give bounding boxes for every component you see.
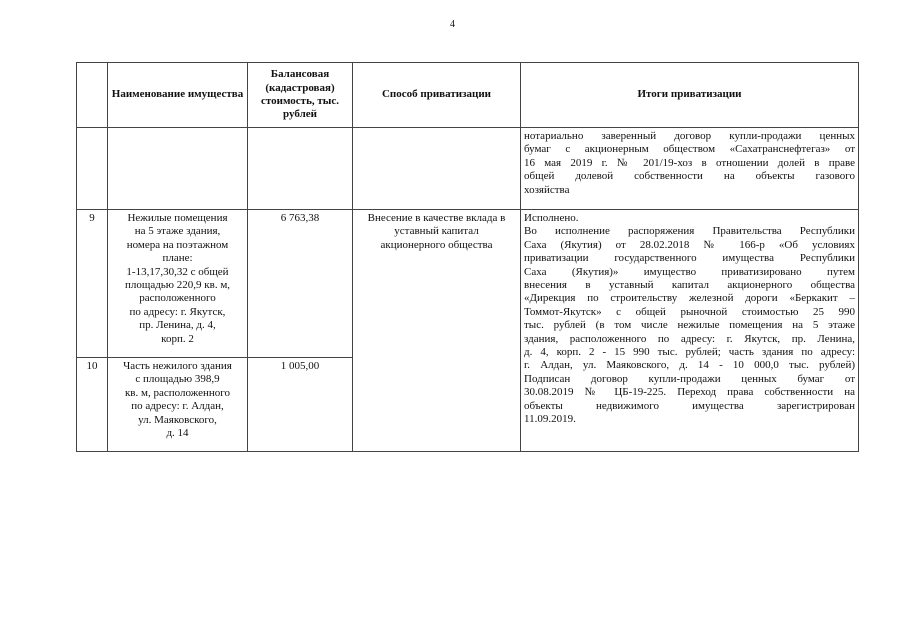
text-line: на 5 этаже здания, — [134, 225, 221, 238]
text-line: площадью 220,9 кв. м, — [124, 279, 231, 292]
text-line: Внесение в качестве вклада в — [367, 212, 506, 224]
cell-empty — [353, 128, 521, 210]
privatization-result — [521, 210, 859, 452]
cell-empty — [77, 128, 108, 210]
page-number: 4 — [450, 19, 455, 30]
cell-empty — [108, 128, 248, 210]
text-line: Саха (Якутия) от 28.02.2018 № 166-р «Об условиях — [524, 238, 855, 251]
text-line: тыс. рублей (в том числе нежилые помещения на 5 этаже — [524, 319, 855, 332]
text-line: приватизации государственного имущества Республики — [524, 252, 855, 265]
text-line: 11.09.2019. — [524, 413, 576, 426]
text-line: уставный капитал — [394, 225, 479, 238]
text-line: ул. Маяковского, — [138, 413, 217, 426]
text-line: с площадью 398,9 — [135, 373, 220, 386]
property-name — [108, 358, 248, 452]
text-line: по адресу: г. Якутск, — [129, 305, 226, 318]
text-line: Исполнено. — [524, 212, 579, 224]
text-line: д. 4, корп. 2 - 15 990 тыс. рублей; часть здания по адресу: — [524, 346, 855, 359]
text-line: акционерного общества — [380, 238, 493, 251]
row-number: 9 — [77, 210, 108, 358]
text-line: 30.08.2019 № ЦБ-19-225. Переход права собственности на — [524, 386, 855, 399]
header-method: Способ приватизации — [353, 63, 521, 128]
text-line: д. 14 — [166, 427, 189, 440]
text-line: Часть нежилого здания — [123, 360, 232, 372]
text-line: общей долевой собственности на объекты газового — [524, 170, 855, 183]
text-line: хозяйства — [524, 183, 570, 196]
text-line: Нежилые помещения — [127, 212, 228, 224]
text-line: 1-13,17,30,32 с общей — [126, 265, 229, 278]
balance-value: 6 763,38 — [248, 210, 353, 358]
row-number: 10 — [77, 358, 108, 452]
text-line: здания, расположенного по адресу: г. Якутск, пр. Ленина, — [524, 332, 855, 345]
text-line: номера на поэтажном — [126, 238, 229, 251]
text-line: расположенного — [139, 292, 216, 305]
text-line: Во исполнение распоряжения Правительства Республики — [524, 225, 855, 238]
table-row — [77, 210, 859, 358]
text-line: бумаг с акционерным обществом «Сахатранснефтегаз» от — [524, 143, 855, 156]
text-line: Подписан договор купли-продажи ценных бумаг от — [524, 372, 855, 385]
cell-result-continuation — [521, 128, 859, 210]
cell-empty — [248, 128, 353, 210]
text-line: плане: — [162, 252, 193, 265]
table-row-continuation — [77, 128, 859, 210]
text-line: Томмот-Якутск» с общей рыночной стоимостью 25 990 — [524, 305, 855, 318]
text-line: «Дирекция по строительству железной дороги «Беркакит – — [524, 292, 855, 305]
text-line: корп. 2 — [161, 332, 194, 345]
text-line: кв. м, расположенного — [124, 386, 231, 399]
header-name: Наименование имущества — [108, 63, 248, 128]
text-line: 16 мая 2019 г. № 201/19-хоз в отношении долей в праве — [524, 156, 855, 169]
header-number — [77, 63, 108, 128]
text-line: нотариально заверенный договор купли-продажи ценных — [524, 130, 855, 142]
balance-value: 1 005,00 — [248, 358, 353, 452]
text-line: г. Алдан, ул. Маяковского, д. 14 - 10 000,0 тыс. рублей) — [524, 359, 855, 372]
privatization-method — [353, 210, 521, 452]
property-name — [108, 210, 248, 358]
header-result: Итоги приватизации — [521, 63, 859, 128]
text-line: внесения в уставный капитал акционерного общества — [524, 279, 855, 292]
header-value: Балансовая (кадастровая) стоимость, тыс. рублей — [248, 63, 353, 128]
text-line: Саха (Якутия)» имущество приватизировано путем — [524, 265, 855, 278]
privatization-table — [76, 62, 859, 452]
text-line: объекты недвижимого имущества зарегистрирован — [524, 399, 855, 412]
table-header-row — [77, 63, 859, 128]
text-line: пр. Ленина, д. 4, — [139, 319, 216, 332]
text-line: по адресу: г. Алдан, — [131, 400, 224, 413]
